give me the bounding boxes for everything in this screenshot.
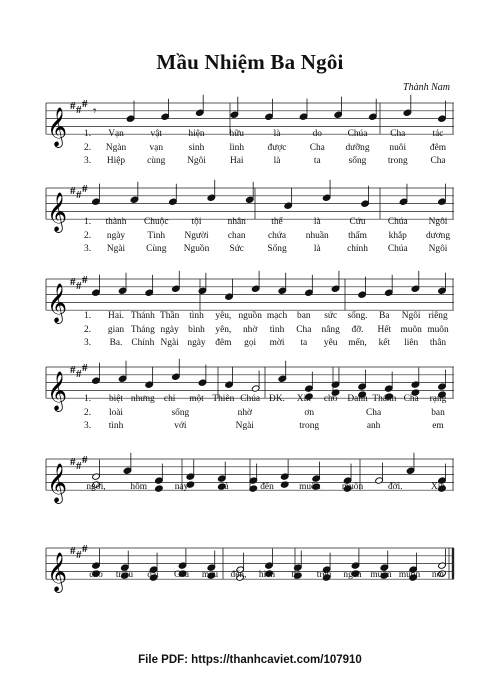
lyric-syllable: yên, — [215, 324, 232, 335]
lyric-syllable: anh — [366, 421, 381, 431]
note-head — [406, 467, 415, 474]
verse-number: 2. — [84, 324, 92, 335]
lyric-syllable: ngày — [106, 230, 126, 241]
lyric-syllable: nay — [174, 482, 189, 492]
lyric-syllable: sống — [171, 407, 190, 418]
lyric-syllable: hiển — [258, 570, 276, 580]
lyric-syllable: với — [174, 421, 187, 431]
lyric-syllable: Thần — [160, 311, 180, 321]
lyric-syllable: linh — [229, 142, 245, 153]
pdf-link-footer: File PDF: https://thanhcaviet.com/107910 — [138, 654, 362, 666]
lyric-syllable: đến — [260, 482, 274, 492]
lyric-syllable: Cứu — [349, 217, 366, 227]
note-head — [384, 289, 393, 296]
note-head — [198, 287, 207, 294]
note-head — [369, 113, 378, 120]
note-head — [411, 381, 420, 388]
lyric-syllable: Cha — [403, 394, 419, 404]
lyric-syllable: kết — [378, 338, 391, 348]
lyric-syllable: triều — [115, 570, 134, 580]
key-sharp-icon: # — [82, 454, 88, 466]
lyric-syllable: nhân — [227, 217, 246, 227]
verse-number: 1. — [84, 217, 92, 227]
note-head — [305, 289, 314, 296]
note-head — [178, 562, 187, 569]
note-head — [299, 113, 308, 120]
lyric-syllable: cùng — [147, 156, 166, 166]
note-head — [351, 562, 360, 569]
lyric-syllable: trên — [316, 570, 332, 580]
note-head — [246, 196, 255, 203]
note-head — [126, 115, 135, 122]
verse-number: 3. — [84, 421, 92, 431]
lyric-syllable: đỡ. — [351, 324, 364, 335]
key-sharp-icon: # — [70, 276, 76, 288]
lyric-syllable: Chúa — [387, 217, 408, 227]
lyric-syllable: mời — [269, 338, 285, 348]
note-head — [322, 194, 331, 201]
lyric-syllable: riêng — [428, 311, 448, 321]
lyric-syllable: hiện — [188, 129, 205, 139]
note-head — [118, 375, 127, 382]
lyric-syllable: muôn — [299, 482, 321, 492]
lyric-syllable: được — [267, 142, 287, 153]
lyric-syllable: Nguồn — [183, 244, 210, 254]
note-head — [145, 381, 154, 388]
lyric-syllable: Ngài — [160, 338, 179, 348]
verse-number: 1. — [84, 394, 92, 404]
key-sharp-icon: # — [76, 459, 82, 472]
note-head — [358, 383, 367, 390]
lyric-syllable: Thánh — [130, 311, 155, 321]
lyric-syllable: mến, — [348, 338, 367, 348]
note-head — [161, 113, 170, 120]
note-head — [169, 198, 178, 205]
lyric-syllable: là — [273, 156, 281, 166]
lyric-syllable: Chúa — [387, 244, 408, 254]
lyric-syllable: muôn — [427, 324, 449, 335]
lyric-syllable: tội — [191, 217, 202, 227]
lyric-syllable: ban — [297, 311, 311, 321]
verse-number: 2. — [84, 407, 92, 418]
lyric-syllable: đến, — [230, 570, 247, 580]
lyric-syllable: Ba — [379, 311, 390, 321]
lyric-syllable: đêm — [215, 338, 232, 348]
note-head — [251, 285, 260, 292]
treble-clef-icon: 𝄞 — [47, 194, 68, 232]
lyric-syllable: yêu, — [215, 311, 232, 321]
lyric-syllable: sinh — [188, 142, 205, 153]
note-head — [207, 194, 216, 201]
key-sharp-icon: # — [70, 545, 76, 557]
note-head — [123, 467, 132, 474]
lyric-syllable: Xin — [296, 394, 311, 404]
verse-number: 2. — [84, 230, 92, 241]
lyric-syllable: cho — [323, 394, 338, 404]
verse-number: 1. — [84, 311, 92, 321]
lyric-syllable: Cha — [296, 324, 312, 335]
song-title: Mầu Nhiệm Ba Ngôi — [156, 50, 344, 74]
lyric-syllable: liên — [404, 338, 419, 348]
lyric-syllable: muôn — [398, 570, 421, 580]
lyric-syllable: Sống — [267, 244, 287, 254]
verse-number: 2. — [84, 142, 92, 153]
lyric-syllable: hôm — [130, 482, 148, 492]
lyric-syllable: em — [432, 421, 444, 431]
treble-clef-icon: 𝄞 — [47, 554, 68, 592]
note-head — [92, 562, 101, 569]
lyric-syllable: ngời, — [86, 482, 106, 492]
note-head — [361, 200, 370, 207]
lyric-syllable: ngày — [187, 338, 206, 348]
key-sharp-icon: # — [76, 103, 82, 116]
lyric-syllable: nâng — [321, 324, 340, 335]
lyric-syllable: nhờ — [242, 324, 258, 335]
lyric-syllable: thế — [271, 217, 283, 227]
key-sharp-icon: # — [82, 274, 88, 286]
lyric-syllable: chan — [227, 230, 246, 241]
key-sharp-icon: # — [70, 364, 76, 376]
note-head — [284, 202, 293, 209]
lyric-syllable: Cha — [173, 570, 190, 580]
lyric-syllable: yêu — [323, 338, 338, 348]
lyric-syllable: bình — [188, 324, 205, 335]
note-head — [172, 285, 181, 292]
lyric-syllable: Hiệp — [106, 156, 126, 166]
key-sharp-icon: # — [70, 100, 76, 112]
lyric-syllable: Chuộc — [144, 217, 169, 227]
lyric-syllable: do — [312, 129, 322, 139]
key-sharp-icon: # — [82, 543, 88, 555]
note-head — [225, 381, 234, 388]
lyric-syllable: Ngôi — [428, 244, 448, 254]
lyric-syllable: rạng — [429, 394, 447, 404]
lyric-syllable: Vạn — [108, 129, 124, 139]
note-head — [331, 285, 340, 292]
note-head — [278, 375, 287, 382]
verse-number: 3. — [84, 156, 92, 166]
note-head — [334, 111, 343, 118]
lyric-syllable: nuôi — [389, 142, 407, 153]
note-head — [92, 289, 101, 296]
key-sharp-icon: # — [82, 183, 88, 195]
lyric-syllable: khắp — [388, 230, 407, 241]
lyric-syllable: nhưng — [130, 394, 155, 404]
lyric-syllable: chỉ — [163, 394, 176, 404]
note-head — [172, 373, 181, 380]
lyric-syllable: và — [219, 482, 229, 492]
lyric-syllable: tác — [432, 129, 444, 139]
lyric-syllable: tình — [269, 324, 285, 335]
lyric-syllable: Cha — [366, 407, 382, 418]
lyric-syllable: tình — [189, 311, 204, 321]
lyric-syllable: ta — [300, 338, 308, 348]
lyric-syllable: Chúa — [240, 394, 261, 404]
note-head — [196, 109, 205, 116]
note-head — [438, 115, 447, 122]
lyric-syllable: vạn — [149, 142, 164, 153]
note-head — [358, 291, 367, 298]
lyric-syllable: Ngài — [106, 244, 126, 254]
treble-clef-icon: 𝄞 — [47, 109, 68, 147]
lyric-syllable: loài — [108, 407, 124, 418]
composer-name: Thành Nam — [403, 82, 450, 93]
key-sharp-icon: # — [76, 188, 82, 201]
key-sharp-icon: # — [82, 362, 88, 374]
lyric-syllable: Ngàn — [105, 142, 127, 153]
lyric-syllable: Chúa — [347, 129, 368, 139]
lyric-syllable: trong — [387, 156, 408, 166]
lyric-syllable: Xin — [430, 482, 446, 492]
lyric-syllable: biệt — [108, 394, 124, 404]
lyric-syllable: Hai. — [108, 311, 124, 321]
lyric-syllable: đêm — [429, 142, 447, 153]
lyric-syllable: là — [313, 244, 321, 254]
lyric-syllable: Cùng — [146, 244, 167, 254]
note-head — [438, 383, 447, 390]
lyric-syllable: nguồn — [238, 311, 262, 321]
lyric-syllable: thành — [105, 217, 127, 227]
note-head — [155, 477, 164, 484]
lyric-syllable: cho — [89, 570, 103, 580]
lyric-syllable: là — [273, 129, 281, 139]
lyric-syllable: thân — [429, 338, 447, 348]
note-head — [198, 379, 207, 386]
lyric-syllable: trị — [291, 570, 300, 580]
lyric-syllable: ngày — [160, 324, 179, 335]
note-head — [92, 473, 101, 480]
verse-number: 1. — [84, 129, 92, 139]
treble-clef-icon: 𝄞 — [47, 285, 68, 323]
lyric-syllable: nhờ — [237, 407, 252, 418]
lyric-syllable: Cha — [430, 156, 446, 166]
lyric-syllable: thấm — [348, 230, 367, 241]
note-head — [230, 111, 239, 118]
note-head — [305, 385, 314, 392]
lyric-syllable: Người — [184, 230, 209, 241]
lyric-syllable: Ngôi — [401, 311, 421, 321]
note-head — [92, 377, 101, 384]
note-head — [186, 473, 195, 480]
rest-icon: 𝄾 — [93, 103, 97, 118]
verse-number: 3. — [84, 244, 92, 254]
lyric-syllable: ban — [431, 407, 445, 418]
lyric-syllable: Tình — [147, 230, 166, 241]
lyric-syllable: mạch — [266, 311, 288, 321]
lyric-syllable: chính — [347, 244, 368, 254]
lyric-syllable: muôn — [341, 482, 364, 492]
note-head — [399, 198, 408, 205]
lyric-syllable: Cha — [390, 129, 406, 139]
lyric-syllable: nhuần — [305, 230, 329, 241]
note-head — [265, 562, 274, 569]
lyric-syllable: dương — [425, 230, 451, 241]
lyric-syllable: hữu — [229, 129, 244, 139]
lyric-syllable: Sức — [229, 244, 244, 254]
lyric-syllable: muôn — [370, 570, 392, 580]
note-head — [438, 562, 447, 569]
note-head — [411, 285, 420, 292]
lyric-syllable: ta — [313, 156, 321, 166]
key-sharp-icon: # — [76, 367, 82, 380]
note-head — [145, 289, 154, 296]
treble-clef-icon: 𝄞 — [47, 373, 68, 411]
note-head — [118, 287, 127, 294]
lyric-syllable: đời. — [387, 482, 403, 492]
lyric-syllable: muôn — [400, 324, 422, 335]
note-head — [251, 385, 260, 392]
note-head — [280, 481, 289, 488]
treble-clef-icon: 𝄞 — [47, 465, 68, 503]
lyric-syllable: Chính — [131, 338, 155, 348]
note-head — [278, 287, 287, 294]
lyric-syllable: Tháng — [130, 324, 155, 335]
note-head — [403, 109, 412, 116]
lyric-syllable: Danh — [347, 394, 368, 404]
lyric-syllable: sống — [348, 156, 367, 166]
lyric-syllable: Cha — [309, 142, 325, 153]
key-sharp-icon: # — [76, 279, 82, 292]
key-sharp-icon: # — [82, 98, 88, 110]
lyric-syllable: một — [189, 394, 204, 404]
lyric-syllable: trong — [299, 421, 320, 431]
key-sharp-icon: # — [70, 456, 76, 468]
lyric-syllable: Hết — [377, 324, 392, 335]
lyric-syllable: tình — [108, 421, 124, 431]
lyric-syllable: gian — [107, 324, 125, 335]
key-sharp-icon: # — [76, 548, 82, 561]
lyric-syllable: ơn — [304, 407, 315, 418]
lyric-syllable: vật — [150, 129, 162, 139]
lyric-syllable: Thánh — [372, 394, 397, 404]
lyric-syllable: Ngôi — [428, 217, 448, 227]
key-sharp-icon: # — [70, 185, 76, 197]
lyric-syllable: sức — [324, 311, 338, 321]
lyric-syllable: Hai — [229, 156, 244, 166]
note-head — [438, 287, 447, 294]
note-head — [438, 198, 447, 205]
lyric-syllable: Thiên — [212, 394, 235, 404]
lyric-syllable: dưỡng — [345, 142, 370, 153]
verse-number: 3. — [84, 338, 92, 348]
note-head — [92, 198, 101, 205]
lyric-syllable: là — [313, 217, 321, 227]
note-head — [130, 196, 139, 203]
lyric-syllable: ngàn — [343, 570, 362, 580]
lyric-syllable: Ngôi — [187, 156, 206, 166]
lyric-syllable: đại — [147, 570, 159, 580]
note-head — [155, 485, 164, 492]
lyric-syllable: mau — [201, 570, 219, 580]
note-head — [265, 113, 274, 120]
note-head — [331, 381, 340, 388]
lyric-syllable: Ngài — [235, 421, 254, 431]
lyric-syllable: Ba. — [109, 338, 123, 348]
lyric-syllable: nơi — [431, 570, 445, 580]
note-head — [280, 473, 289, 480]
lyric-syllable: sống. — [347, 311, 368, 321]
note-head — [375, 477, 384, 484]
lyric-syllable: gọi — [244, 338, 257, 348]
note-head — [225, 293, 234, 300]
lyric-syllable: chứa — [267, 230, 287, 241]
note-head — [384, 385, 393, 392]
lyric-syllable: ĐK. — [269, 394, 285, 404]
